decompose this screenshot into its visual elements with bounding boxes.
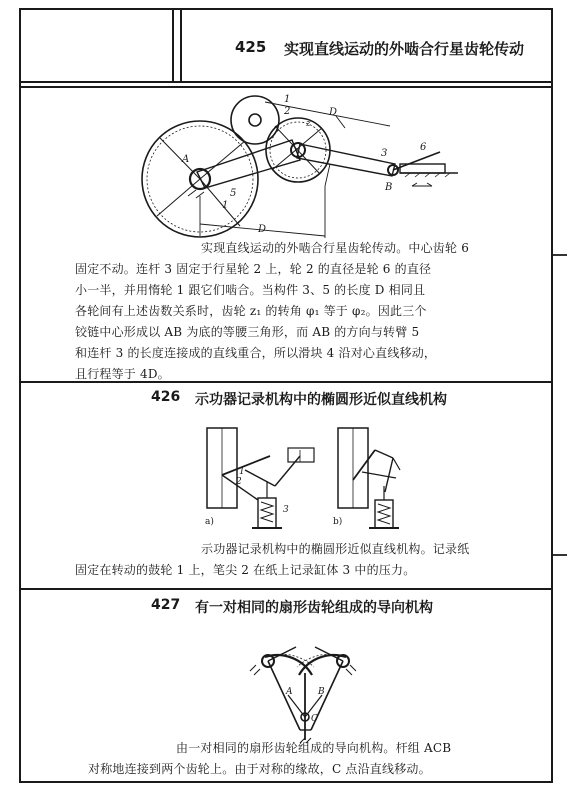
fig-426-label-b: b) [333,517,343,527]
desc-425-line-3: 小一半，并用惰轮 1 跟它们啮合。当构件 3、5 的长度 D 相同且 [75,283,426,297]
desc-427-line-2: 对称地连接到两个齿轮上。由于对称的缘故，C 点沿直线移动。 [88,762,431,776]
desc-425-line-6: 和连杆 3 的长度连接成的直线重合，所以滑块 4 沿对心直线移动， [75,346,437,360]
svg-text:2: 2 [284,106,291,117]
desc-425-line-5: 铰链中心形成以 AB 为底的等腰三角形，而 AB 的方向与转臂 5 [75,325,420,339]
svg-text:5: 5 [230,188,237,199]
header-title: 实现直线运动的外啮合行星齿轮传动 [284,40,525,58]
label-B: B [385,182,393,193]
figure-427-sector-gears [0,625,571,745]
header-rule [19,81,553,83]
svg-text:3: 3 [381,148,388,159]
fig-427-label-C: C [311,714,318,724]
section-426-number: 426 [151,389,181,405]
section-427-number: 427 [151,597,181,613]
rule-427 [19,588,553,590]
fig-426-label-3: 3 [283,505,289,515]
rule-426 [19,381,553,383]
fig-426-label-2: 2 [236,477,242,487]
section-427-description [88,738,451,780]
svg-text:z: z [306,119,311,129]
section-425-description [75,238,469,385]
desc-425-line-7: 且行程等于 4D。 [75,367,170,381]
fig-427-label-A: A [286,687,293,697]
section-426-title: 示功器记录机构中的椭圆形近似直线机构 [195,392,447,408]
fig-427-label-B: B [318,687,325,697]
section-426-description [75,539,469,581]
figure-426-indicator-mechanism [0,420,571,540]
fig-426-label-1: 1 [239,467,245,477]
desc-426-line-2: 固定在转动的鼓轮 1 上，笔尖 2 在纸上记录缸体 3 中的压力。 [75,563,416,577]
header-divider [19,8,182,81]
header-number: 425 [235,38,267,56]
svg-text:6: 6 [420,142,427,153]
desc-425-line-1: 实现直线运动的外啮合行星齿轮传动。中心齿轮 6 [201,241,470,255]
label-1: 1 [284,94,291,105]
label-D-bottom: D [258,224,267,235]
margin-mark [553,554,567,556]
desc-427-line-1: 由一对相同的扇形齿轮组成的导向机构。杆组 ACB [176,741,452,755]
desc-425-line-4: 各轮间有上述齿数关系时，齿轮 z₁ 的转角 φ₁ 等于 φ₂。因此三个 [75,304,427,318]
fig-426-label-a: a) [205,517,214,527]
label-D-top: D [329,107,338,118]
desc-425-line-2: 固定不动。连杆 3 固定于行星轮 2 上，轮 2 的直径是轮 6 的直径 [75,262,432,276]
label-A: A [182,154,190,165]
section-427-title: 有一对相同的扇形齿轮组成的导向机构 [195,600,433,616]
desc-426-line-1: 示功器记录机构中的椭圆形近似直线机构。记录纸 [201,542,470,556]
margin-mark [553,254,567,256]
svg-text:1: 1 [222,200,229,211]
